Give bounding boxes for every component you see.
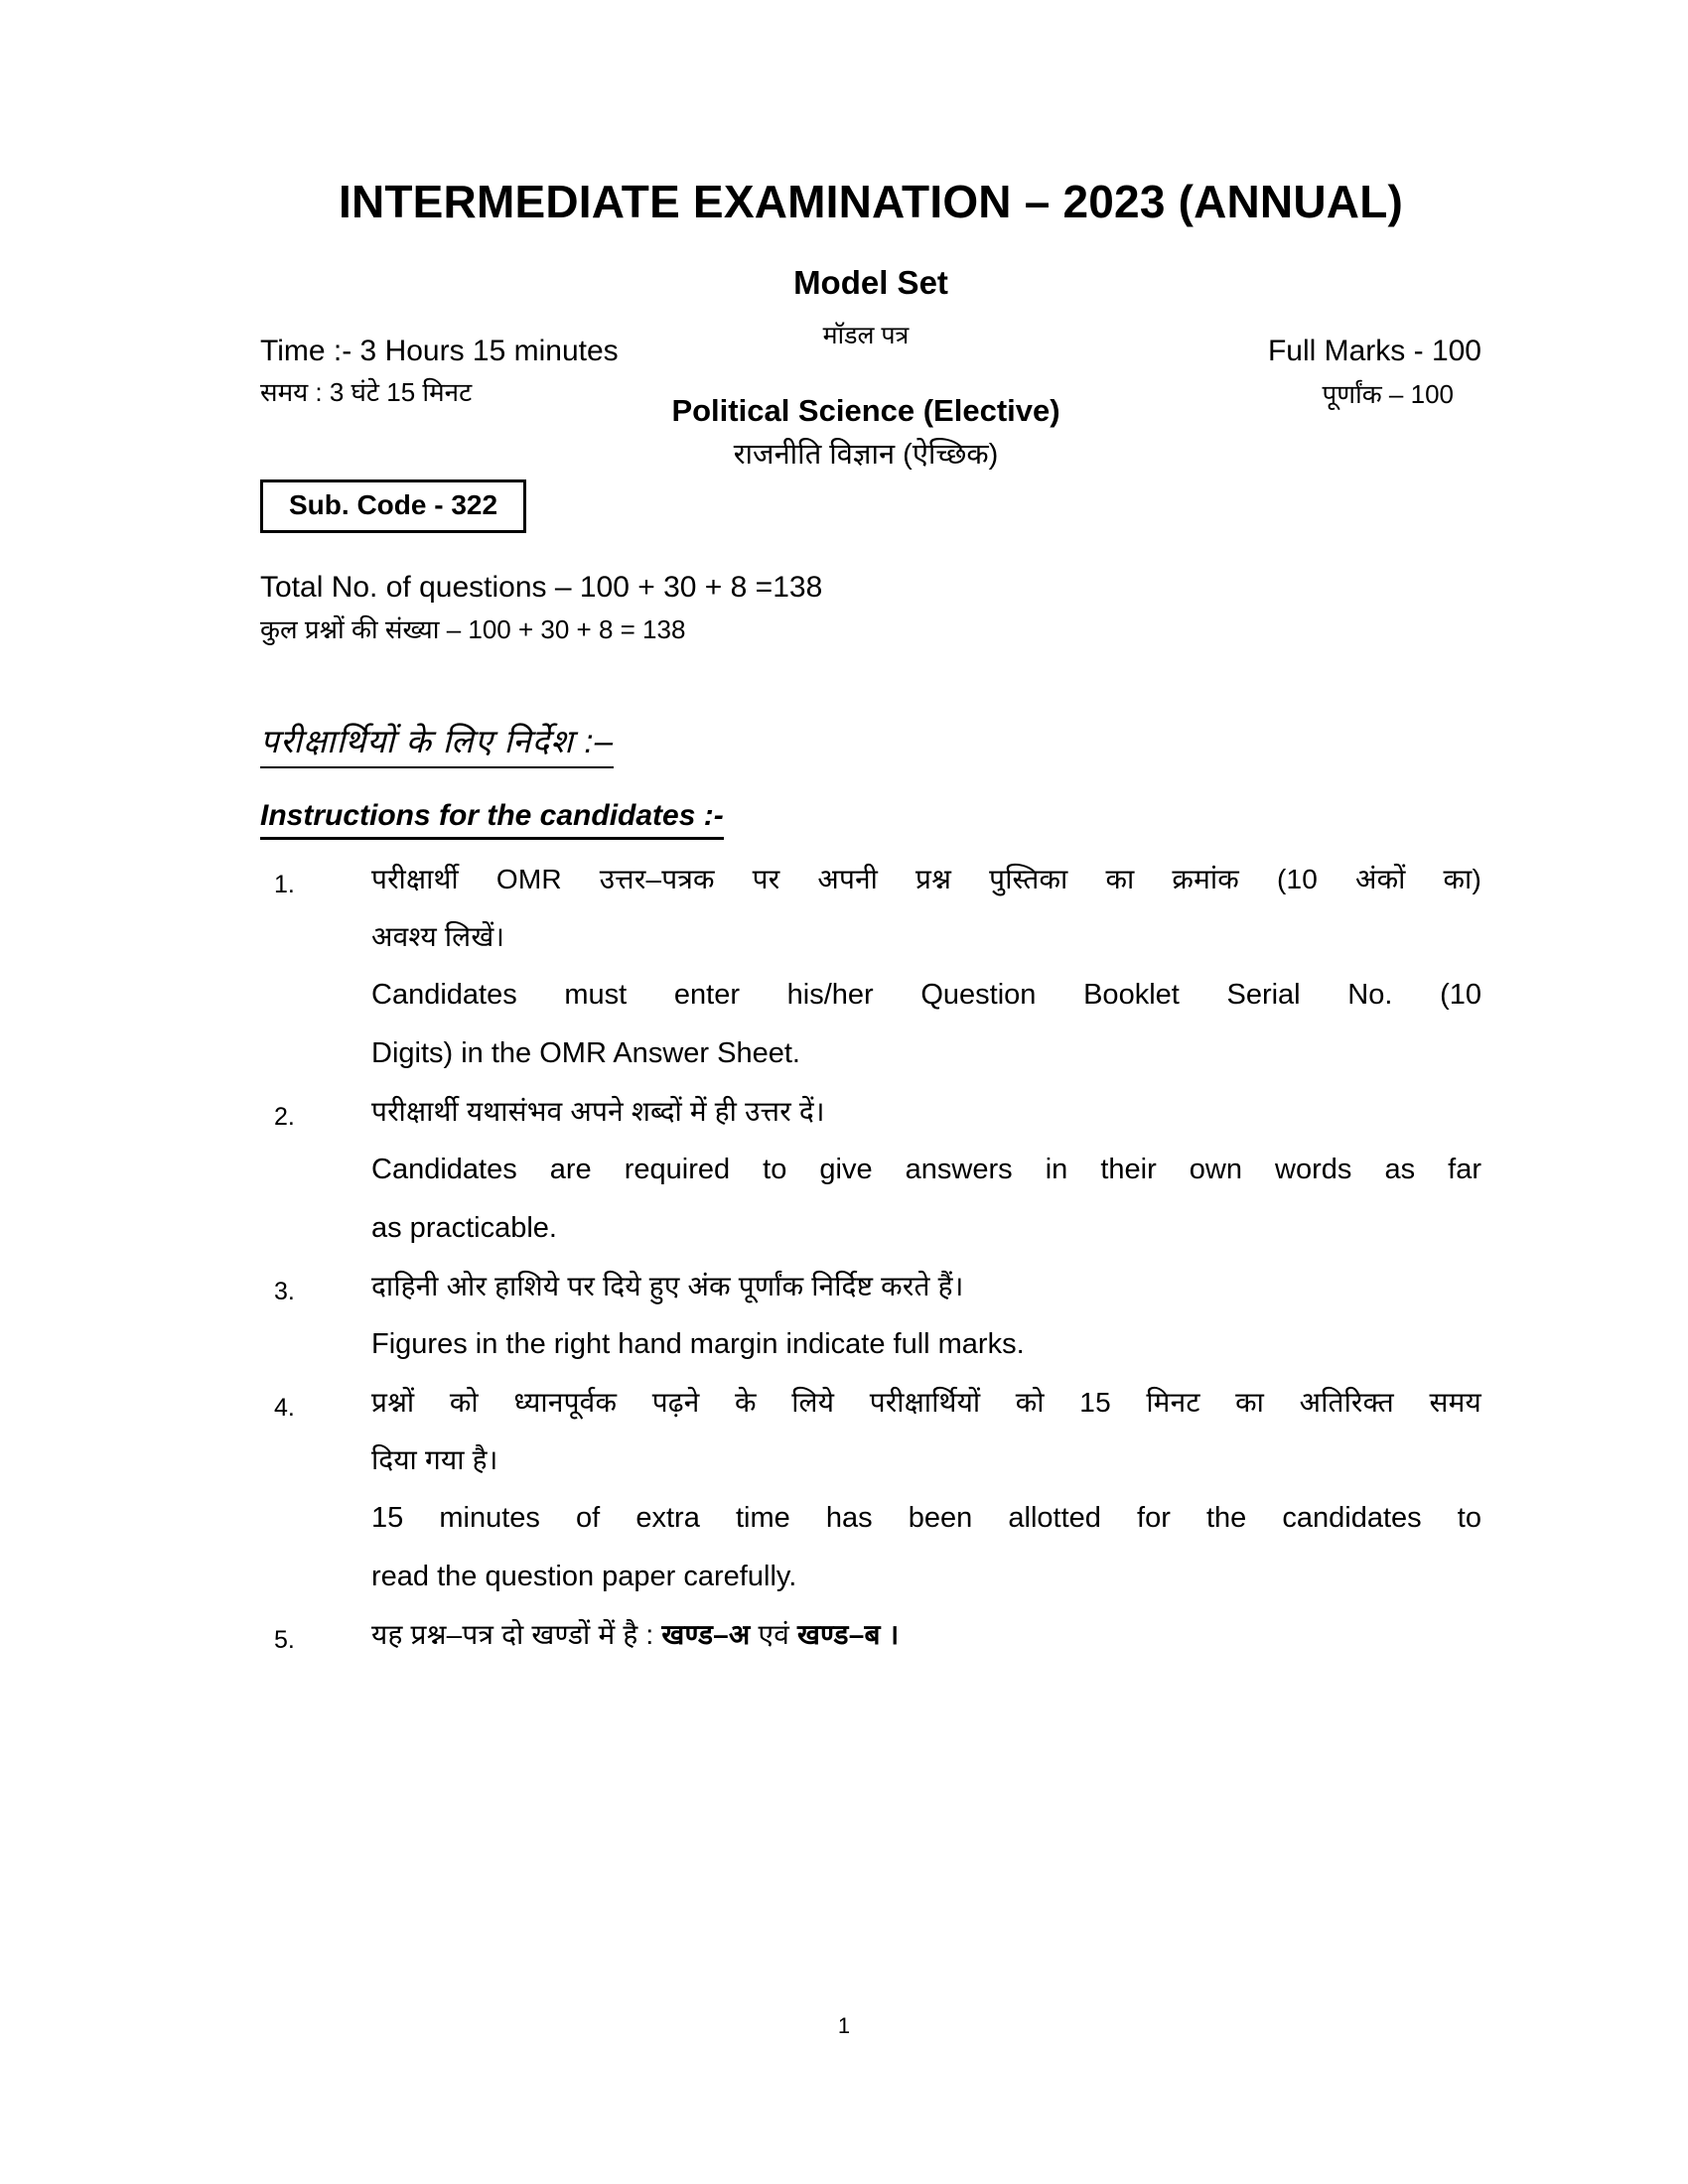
instruction-item-5 (260, 1621, 1481, 1679)
instruction-english-line: Figures in the right hand margin indicate full marks. (371, 1328, 1025, 1361)
model-set-label: Model Set (793, 263, 948, 301)
section-b-label: खण्ड–ब । (796, 1619, 900, 1651)
instruction-item-3 (260, 1273, 1481, 1389)
instruction-hindi-line: अवश्य लिखें। (371, 921, 505, 953)
instruction-hindi-line: परीक्षार्थी यथासंभव अपने शब्दों में ही उत्तर दें। (371, 1096, 825, 1128)
exam-header-grid (260, 315, 1481, 563)
page-title: INTERMEDIATE EXAMINATION – 2023 (ANNUAL) (338, 176, 1404, 227)
instructions-list (260, 866, 1481, 1679)
instruction-number: 3. (274, 1278, 295, 1306)
instruction-number: 4. (274, 1394, 295, 1423)
subject-name-english: Political Science (Elective) (671, 392, 1060, 428)
instruction-hindi-line: प्रश्नों को ध्यानपूर्वक पढ़ने के लिये परीक्षार्थियों को 15 मिनट का अतिरिक्त समय (371, 1387, 1481, 1419)
instruction-hindi-prefix: यह प्रश्न–पत्र दो खण्डों में है : (371, 1619, 662, 1651)
instruction-number: 2. (274, 1103, 295, 1132)
header-center-column (588, 315, 1144, 473)
total-questions-english: Total No. of questions – 100 + 30 + 8 =138 (260, 570, 823, 604)
instruction-number: 5. (274, 1626, 295, 1655)
instruction-item-1 (260, 866, 1481, 1098)
instruction-hindi-line: परीक्षार्थी OMR उत्तर–पत्रक पर अपनी प्रश्न पुस्तिका का क्रमांक (10 अंकों का) (371, 864, 1481, 895)
total-questions-hindi: कुल प्रश्नों की संख्या – 100 + 30 + 8 = 138 (260, 614, 686, 645)
instructions-heading-english-wrap (260, 798, 1481, 840)
instruction-english-line: read the question paper carefully. (371, 1561, 797, 1593)
instruction-hindi-line (371, 1621, 1481, 1679)
time-allowed-hindi: समय : 3 घंटे 15 मिनट (260, 377, 473, 408)
header-right-column (1104, 333, 1481, 412)
model-set-label-hindi: मॉडल पत्र (822, 321, 910, 349)
full-marks-hindi: पूर्णांक – 100 (1322, 379, 1454, 410)
instruction-hindi-line: दाहिनी ओर हाशिये पर दिये हुए अंक पूर्णांक निर्दिष्ट करते हैं। (371, 1271, 964, 1302)
time-allowed-english: Time :- 3 Hours 15 minutes (260, 334, 619, 367)
section-a-label: खण्ड–अ (661, 1619, 751, 1651)
page-content (260, 0, 1481, 1679)
instructions-heading-hindi-wrap (260, 647, 1481, 768)
page-number: 1 (837, 2013, 851, 2038)
instructions-heading-hindi: परीक्षार्थियों के लिए निर्देश :– (260, 721, 614, 768)
subject-name-hindi: राजनीति विज्ञान (ऐच्छिक) (733, 439, 999, 472)
instruction-english-line: 15 minutes of extra time has been allotted for the candidates to (371, 1502, 1481, 1535)
instruction-number: 1. (274, 871, 295, 899)
instruction-hindi-conjunction: एवं (750, 1619, 797, 1651)
instruction-english-line: Candidates must enter his/her Question Booklet Serial No. (10 (371, 979, 1481, 1012)
subject-code-box: Sub. Code - 322 (260, 479, 526, 533)
instruction-hindi-line: दिया गया है। (371, 1444, 498, 1476)
full-marks-english: Full Marks - 100 (1267, 334, 1481, 367)
total-questions-block (260, 569, 1481, 647)
instruction-item-4 (260, 1389, 1481, 1621)
instruction-english-line: as practicable. (371, 1212, 557, 1245)
instruction-item-2 (260, 1098, 1481, 1273)
instructions-heading-english: Instructions for the candidates :- (260, 798, 724, 840)
instruction-english-line: Digits) in the OMR Answer Sheet. (371, 1037, 800, 1070)
instruction-english-line: Candidates are required to give answers in their own words as far (371, 1154, 1481, 1186)
